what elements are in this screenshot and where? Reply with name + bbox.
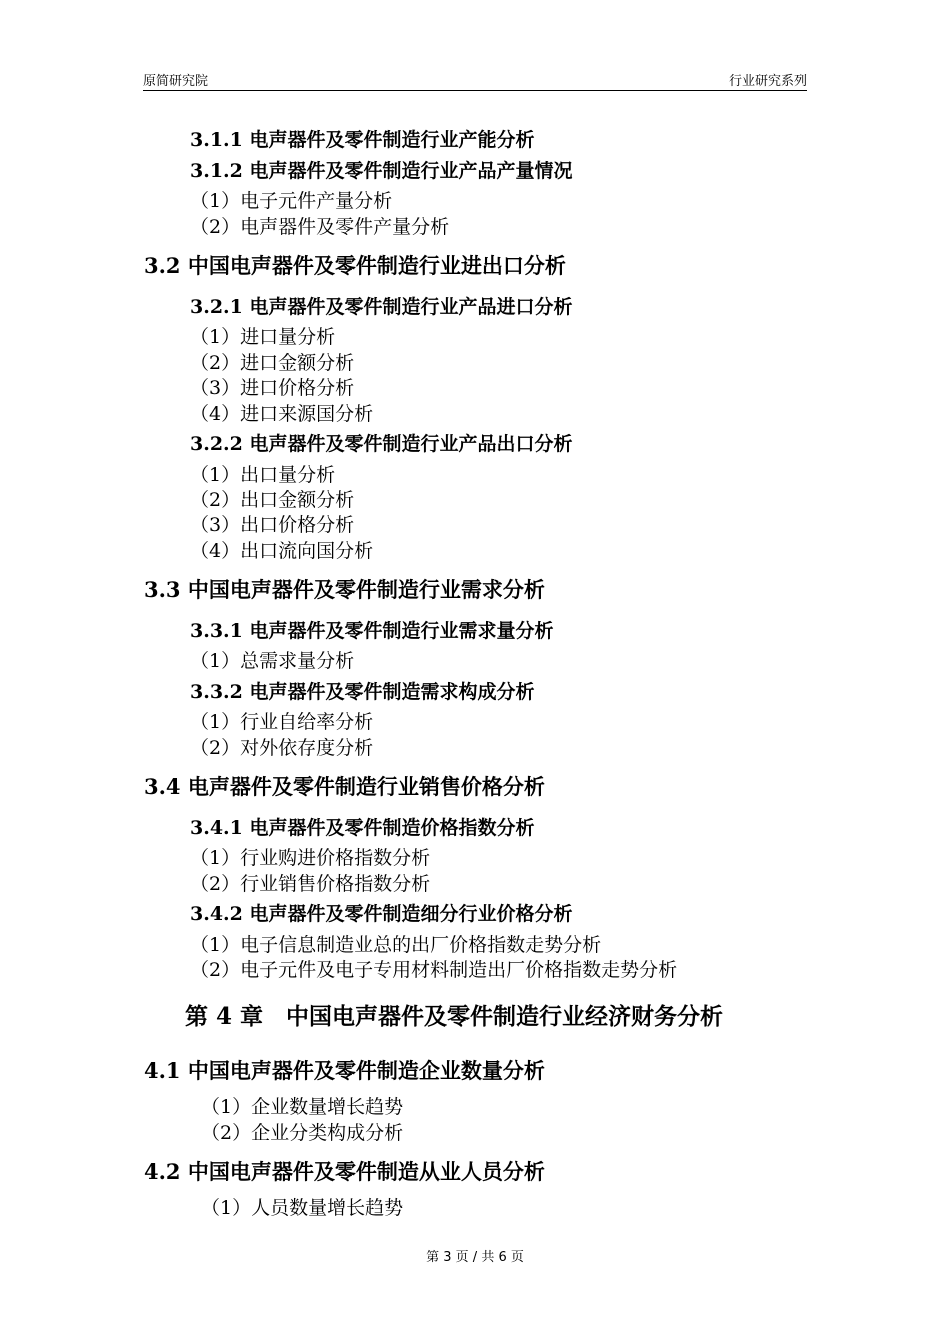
toc-item: （1）企业数量增长趋势 bbox=[201, 1096, 404, 1118]
toc-item: （2）电子元件及电子专用材料制造出厂价格指数走势分析 bbox=[190, 959, 678, 981]
toc-section-3-3: 3.3 中国电声器件及零件制造行业需求分析 bbox=[144, 577, 545, 602]
toc-entry-3-3-2: 3.3.2 电声器件及零件制造需求构成分析 bbox=[190, 681, 535, 703]
toc-entry-3-1-1: 3.1.1 电声器件及零件制造行业产能分析 bbox=[190, 129, 535, 151]
toc-section-3-4: 3.4 电声器件及零件制造行业销售价格分析 bbox=[144, 774, 545, 799]
toc-item: （1）进口量分析 bbox=[190, 326, 336, 348]
toc-section-3-2: 3.2 中国电声器件及零件制造行业进出口分析 bbox=[144, 253, 566, 278]
toc-entry-3-3-1: 3.3.1 电声器件及零件制造行业需求量分析 bbox=[190, 620, 554, 642]
toc-item: （1）电子信息制造业总的出厂价格指数走势分析 bbox=[190, 934, 602, 956]
toc-item: （2）电声器件及零件产量分析 bbox=[190, 216, 450, 238]
toc-item: （2）企业分类构成分析 bbox=[201, 1122, 404, 1144]
toc-chapter-4: 第 4 章 中国电声器件及零件制造行业经济财务分析 bbox=[185, 1003, 724, 1030]
toc-item: （1）电子元件产量分析 bbox=[190, 190, 393, 212]
toc-entry-3-2-1: 3.2.1 电声器件及零件制造行业产品进口分析 bbox=[190, 296, 573, 318]
toc-item: （1）行业自给率分析 bbox=[190, 711, 374, 733]
page-header bbox=[143, 70, 807, 91]
toc-item: （3）进口价格分析 bbox=[190, 377, 355, 399]
header-series: 行业研究系列 bbox=[728, 74, 807, 89]
toc-item: （3）出口价格分析 bbox=[190, 514, 355, 536]
toc-entry-3-4-1: 3.4.1 电声器件及零件制造价格指数分析 bbox=[190, 817, 535, 839]
header-org: 原简研究院 bbox=[143, 74, 209, 89]
toc-item: （1）总需求量分析 bbox=[190, 650, 355, 672]
toc-entry-3-4-2: 3.4.2 电声器件及零件制造细分行业价格分析 bbox=[190, 903, 573, 925]
toc-item: （2）行业销售价格指数分析 bbox=[190, 873, 431, 895]
toc-item: （4）出口流向国分析 bbox=[190, 540, 374, 562]
toc-item: （2）出口金额分析 bbox=[190, 489, 355, 511]
toc-item: （2）进口金额分析 bbox=[190, 352, 355, 374]
toc-item: （2）对外依存度分析 bbox=[190, 737, 374, 759]
toc-item: （1）行业购进价格指数分析 bbox=[190, 847, 431, 869]
toc-entry-3-2-2: 3.2.2 电声器件及零件制造行业产品出口分析 bbox=[190, 433, 573, 455]
toc-section-4-2: 4.2 中国电声器件及零件制造从业人员分析 bbox=[144, 1159, 545, 1184]
toc-section-4-1: 4.1 中国电声器件及零件制造企业数量分析 bbox=[144, 1058, 545, 1083]
toc-item: （1）人员数量增长趋势 bbox=[201, 1197, 404, 1219]
toc-item: （1）出口量分析 bbox=[190, 464, 336, 486]
toc-item: （4）进口来源国分析 bbox=[190, 403, 374, 425]
toc-entry-3-1-2: 3.1.2 电声器件及零件制造行业产品产量情况 bbox=[190, 160, 573, 182]
page-footer: 第 3 页 / 共 6 页 bbox=[426, 1250, 524, 1265]
